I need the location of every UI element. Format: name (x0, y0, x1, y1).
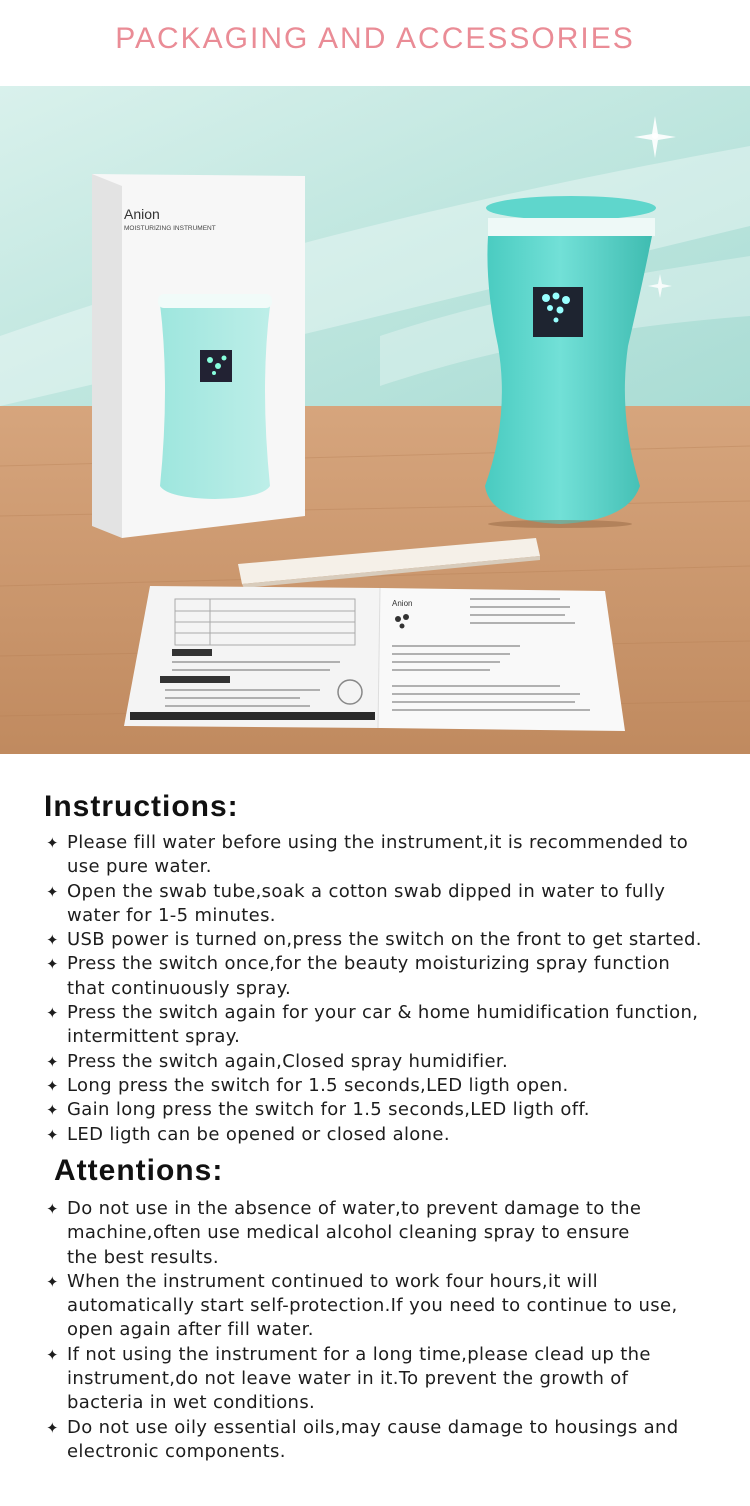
list-item-line: If not using the instrument for a long time,please clead up the (67, 1343, 651, 1365)
list-item (0, 928, 750, 952)
box-brand-label: Anion (124, 206, 160, 222)
page-title: PACKAGING AND ACCESSORIES (115, 22, 635, 55)
list-item-line: Open the swab tube,soak a cotton swab dipped in water to fully (67, 880, 666, 902)
attentions-list (0, 1197, 750, 1464)
list-item-line: Press the switch again,Closed spray humidifier. (67, 1050, 509, 1072)
star-bullet-icon: ✦ (46, 834, 59, 852)
list-item-line: Do not use oily essential oils,may cause damage to housings and (67, 1416, 679, 1438)
star-bullet-icon: ✦ (46, 1052, 59, 1071)
list-item (0, 1123, 750, 1147)
product-box (92, 174, 305, 538)
star-bullet-icon: ✦ (46, 1345, 59, 1364)
attentions-section (0, 1154, 750, 1464)
star-bullet-icon: ✦ (46, 1004, 59, 1023)
star-bullet-icon: ✦ (46, 955, 59, 974)
instructions-list (0, 831, 750, 1147)
list-item-line: intermittent spray. (67, 1026, 241, 1048)
star-bullet-icon: ✦ (46, 931, 59, 950)
list-item (0, 831, 750, 880)
list-item-line: Gain long press the switch for 1.5 seconds,LED ligth off. (67, 1099, 590, 1121)
list-item (0, 952, 750, 1001)
list-item (0, 1343, 750, 1416)
list-item-line: bacteria in wet conditions. (67, 1392, 316, 1414)
list-item-line: electronic components. (67, 1440, 286, 1462)
star-bullet-icon: ✦ (46, 1272, 59, 1291)
list-item-line: use pure water. (67, 856, 212, 878)
list-item-line: Press the switch once,for the beauty moisturizing spray function (67, 953, 671, 975)
manual-brand-label: Anion (392, 599, 413, 608)
list-item-line: Do not use in the absence of water,to prevent damage to the (67, 1198, 642, 1219)
list-item-line: machine,often use medical alcohol cleaning spray to ensure (67, 1222, 630, 1244)
list-item-line: the best results. (67, 1246, 219, 1268)
instructions-heading: Instructions: (44, 790, 239, 823)
list-item-line: Long press the switch for 1.5 seconds,LED ligth open. (67, 1074, 569, 1096)
list-item-line: When the instrument continued to work four hours,it will (67, 1270, 598, 1292)
instruction-manual (124, 586, 625, 731)
list-item-line: that continuously spray. (67, 977, 292, 999)
list-item (0, 1197, 750, 1270)
list-item-line: open again after fill water. (67, 1319, 314, 1341)
list-item (0, 1098, 750, 1122)
list-item-line: Please fill water before using the instrument,it is recommended to (67, 832, 689, 853)
star-bullet-icon: ✦ (46, 882, 59, 901)
list-item (0, 1270, 750, 1343)
list-item-line: Press the switch again for your car & home humidification function, (67, 1002, 699, 1024)
star-bullet-icon: ✦ (46, 1101, 59, 1120)
list-item (0, 1050, 750, 1074)
product-photo (0, 86, 750, 754)
box-subtitle-label: MOISTURIZING INSTRUMENT (124, 225, 216, 232)
attentions-heading: Attentions: (54, 1154, 224, 1187)
list-item-line: USB power is turned on,press the switch on the front to get started. (67, 929, 702, 951)
star-bullet-icon: ✦ (46, 1125, 59, 1144)
list-item (0, 1416, 750, 1465)
star-bullet-icon: ✦ (46, 1200, 59, 1218)
list-item-line: LED ligth can be opened or closed alone. (67, 1123, 450, 1145)
star-bullet-icon: ✦ (46, 1418, 59, 1437)
list-item-line: automatically start self-protection.If you need to continue to use, (67, 1295, 678, 1317)
list-item (0, 1074, 750, 1098)
list-item (0, 880, 750, 929)
list-item (0, 1001, 750, 1050)
instructions-section (0, 790, 750, 1147)
star-bullet-icon: ✦ (46, 1076, 59, 1095)
list-item-line: instrument,do not leave water in it.To prevent the growth of (67, 1368, 629, 1390)
list-item-line: water for 1-5 minutes. (67, 904, 276, 926)
